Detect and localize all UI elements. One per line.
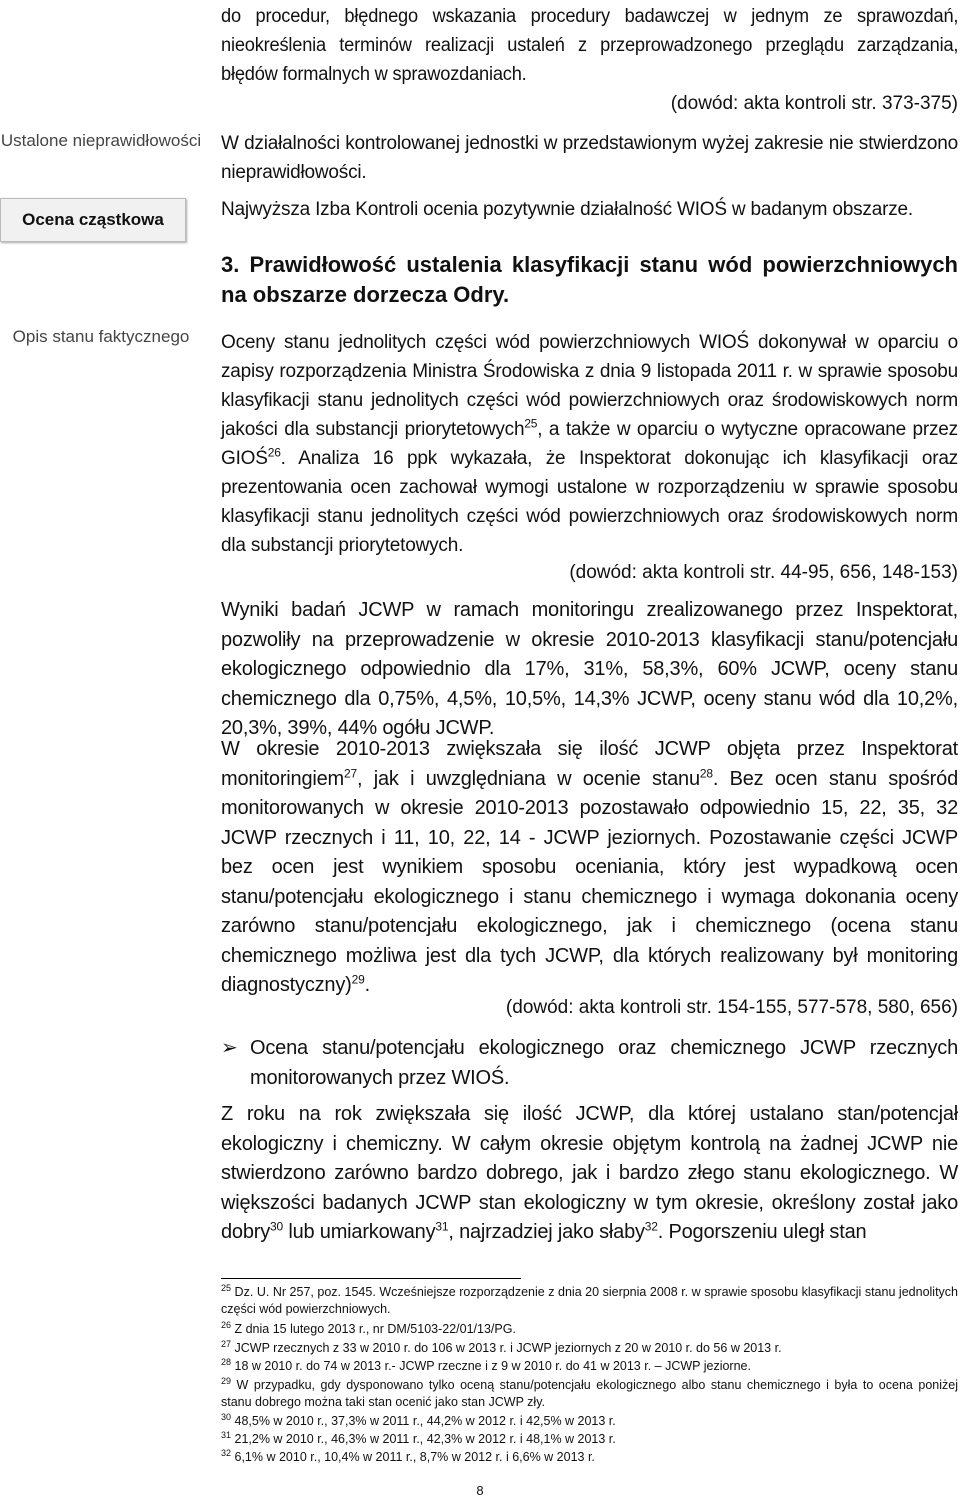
footnote-ref-26[interactable]: 26 bbox=[267, 445, 281, 460]
text-run: . bbox=[364, 974, 370, 996]
footnote-number: 26 bbox=[221, 1319, 232, 1330]
footnote-ref-31[interactable]: 31 bbox=[435, 1219, 449, 1234]
heading-text: 3. Prawidłowość ustalenia klasyfikacji stanu wód powierzchniowych na obszarze dorzecza Odry. bbox=[221, 252, 958, 307]
evidence-text: (dowód: akta kontroli str. 154-155, 577-578, 580, 656) bbox=[505, 997, 958, 1018]
footnote-text: 48,5% w 2010 r., 37,3% w 2011 r., 44,2% w 2012 r. i 42,5% w 2013 r. bbox=[234, 1414, 616, 1428]
footnote-text: Z dnia 15 lutego 2013 r., nr DM/5103-22/01/13/PG. bbox=[234, 1322, 516, 1336]
footnote-ref-25[interactable]: 25 bbox=[524, 416, 538, 431]
text-run: . Analiza 16 ppk wykazała, że Inspektorat dokonując ich klasyfikacji oraz prezentowania ocen zachował wymogi ustalone w rozporządzeniu w sprawie sposobu klasyfikacji stanu jednolitych części wód powierzchniowych oraz środowiskowych norm dla substancji priorytetowych. bbox=[221, 448, 958, 556]
evidence-3 bbox=[221, 993, 958, 1022]
paragraph-text bbox=[221, 1100, 958, 1248]
text-run: Oceny stanu jednolitych części wód powierzchniowych WIOŚ dokonywał w oparciu o zapisy rozporządzenia Ministra Środowiska z dnia 9 listopada 2011 r. w sprawie sposobu klasyfikacji stanu jednolitych części wód powierzchniowych oraz środowiskowych norm jakości dla substancji priorytetowych bbox=[221, 332, 958, 440]
footnote-text: W przypadku, gdy dysponowano tylko oceną stanu/potencjału ekologicznego albo stanu chemicznego i była to ocena poniżej stanu dobrego można taki stan ocenić jako stan JCWP zły. bbox=[221, 1378, 958, 1409]
section-paragraph-4 bbox=[221, 1100, 958, 1248]
paragraph-text: W działalności kontrolowanej jednostki w przedstawionym wyżej zakresie nie stwierdzono nieprawidłowości. bbox=[221, 133, 958, 183]
footnote-number: 30 bbox=[221, 1411, 232, 1422]
footnote-31 bbox=[221, 1431, 958, 1448]
bullet-item bbox=[250, 1033, 958, 1093]
text-run: Z roku na rok zwiększała się ilość JCWP, dla której ustalano stan/potencjał ekologiczny i chemiczny. W całym okresie objętym kontrolą na żadnej JCWP nie stwierdzono zarówno bardzo dobrego, jak i bardzo złego stanu ekologicznego. W większości badanych JCWP stan ekologiczny w tym okresie, określony został jako dobry bbox=[221, 1103, 958, 1243]
top-paragraph-2 bbox=[221, 129, 958, 187]
sidebar-label-ocena-text: Ocena cząstkowa bbox=[22, 210, 164, 229]
section-paragraph-2 bbox=[221, 596, 958, 744]
evidence-2 bbox=[221, 558, 958, 587]
section-heading bbox=[221, 250, 958, 310]
footnote-separator bbox=[221, 1278, 521, 1279]
footnote-number: 25 bbox=[221, 1282, 232, 1293]
footnote-number: 28 bbox=[221, 1356, 232, 1367]
footnote-number: 29 bbox=[221, 1375, 232, 1386]
footnote-text: 21,2% w 2010 r., 46,3% w 2011 r., 42,3% w 2012 r. i 48,1% w 2013 r. bbox=[234, 1432, 616, 1446]
page-number: 8 bbox=[476, 1483, 484, 1498]
footnote-26 bbox=[221, 1321, 958, 1338]
bullet-text: Ocena stanu/potencjału ekologicznego oraz chemicznego JCWP rzecznych monitorowanych przez WIOŚ. bbox=[250, 1037, 958, 1089]
paragraph-text bbox=[221, 328, 958, 560]
evidence-text: (dowód: akta kontroli str. 373-375) bbox=[670, 93, 958, 114]
footnote-text: 6,1% w 2010 r., 10,4% w 2011 r., 8,7% w 2012 r. i 6,6% w 2013 r. bbox=[234, 1450, 595, 1464]
paragraph-text: Wyniki badań JCWP w ramach monitoringu zrealizowanego przez Inspektorat, pozwoliły na przeprowadzenie w okresie 2010-2013 klasyfikacji stanu/potencjału ekologicznego odpowiednio dla 17%, 31%, 58,3%, 60% JCWP, oceny stanu chemicznego dla 0,75%, 4,5%, 10,5%, 14,3% JCWP, oceny stanu wód dla 10,2%, 20,3%, 39%, 44% ogółu JCWP. bbox=[221, 599, 958, 739]
top-paragraph-3 bbox=[221, 195, 958, 224]
text-run: , najrzadziej jako słaby bbox=[448, 1221, 645, 1243]
footnote-text: 18 w 2010 r. do 74 w 2013 r.- JCWP rzeczne i z 9 w 2010 r. do 41 w 2013 r. – JCWP jeziorne. bbox=[234, 1359, 751, 1373]
section-paragraph-1 bbox=[221, 328, 958, 560]
footnote-ref-27[interactable]: 27 bbox=[344, 765, 357, 780]
bullet-arrow-icon: ➢ bbox=[221, 1037, 238, 1059]
paragraph-text bbox=[221, 735, 958, 1001]
text-run: lub umiarkowany bbox=[282, 1221, 436, 1243]
footnote-ref-30[interactable]: 30 bbox=[270, 1219, 283, 1234]
section-paragraph-3 bbox=[221, 735, 958, 1001]
footnote-25 bbox=[221, 1284, 958, 1318]
footnote-text: JCWP rzecznych z 33 w 2010 r. do 106 w 2013 r. i JCWP jeziornych z 20 w 2010 r. do 56 w 2013 r. bbox=[234, 1341, 782, 1355]
paragraph-text: Najwyższa Izba Kontroli ocenia pozytywnie działalność WIOŚ w badanym obszarze. bbox=[221, 199, 913, 220]
footnote-text: Dz. U. Nr 257, poz. 1545. Wcześniejsze rozporządzenie z dnia 20 sierpnia 2008 r. w sprawie sposobu klasyfikacji stanu jednolitych części wód powierzchniowych. bbox=[221, 1285, 958, 1316]
footnote-30 bbox=[221, 1413, 958, 1430]
text-run: . Pogorszeniu uległ stan bbox=[657, 1221, 867, 1243]
footnote-32 bbox=[221, 1449, 958, 1466]
footnote-number: 32 bbox=[221, 1447, 232, 1458]
sidebar-label-ustalone: Ustalone nieprawidłowości bbox=[0, 131, 202, 150]
footnote-ref-32[interactable]: 32 bbox=[644, 1219, 658, 1234]
footnote-28 bbox=[221, 1358, 958, 1375]
footnote-number: 31 bbox=[221, 1429, 232, 1440]
sidebar-label-ocena bbox=[0, 198, 186, 242]
paragraph-text: do procedur, błędnego wskazania procedury badawczej w jednym ze sprawozdań, nieokreślenia terminów realizacji ustaleń z przeprowadzonego przeglądu zarządzania, błędów formalnych w sprawozdaniach. bbox=[221, 6, 959, 85]
footnote-29 bbox=[221, 1377, 958, 1411]
footnote-number: 27 bbox=[221, 1338, 232, 1349]
footnote-ref-29[interactable]: 29 bbox=[351, 972, 365, 987]
evidence-text: (dowód: akta kontroli str. 44-95, 656, 148-153) bbox=[569, 562, 958, 583]
footnote-27 bbox=[221, 1340, 958, 1357]
sidebar-label-opis: Opis stanu faktycznego bbox=[12, 327, 190, 346]
text-run: , a także w oparciu o wytyczne opracowane przez GIOŚ bbox=[221, 419, 958, 469]
top-paragraph-1 bbox=[221, 2, 958, 89]
text-run: , jak i uwzględniana w ocenie stanu bbox=[356, 767, 700, 790]
footnote-ref-28[interactable]: 28 bbox=[699, 765, 713, 780]
text-run: . Bez ocen stanu spośród monitorowanych w okresie 2010-2013 pozostawało odpowiednio 15, 22, 35, 32 JCWP rzecznych i 11, 10, 22, 14 - JCWP jeziornych. Pozostawanie części JCWP bez ocen jest wynikiem sposobu oceniania, który jest wypadkową ocen stanu/potencjału ekologicznego i stanu chemicznego i wymaga dokonania oceny zarówno stanu/potencjału ekologicznego, jak i chemicznego (ocena stanu chemicznego możliwa jest dla tych JCWP, dla których realizowany był monitoring diagnostyczny) bbox=[221, 767, 958, 996]
text-run: W okresie 2010-2013 zwiększała się ilość JCWP objęta przez Inspektorat monitoringiem bbox=[221, 738, 958, 790]
evidence-1 bbox=[221, 89, 958, 118]
